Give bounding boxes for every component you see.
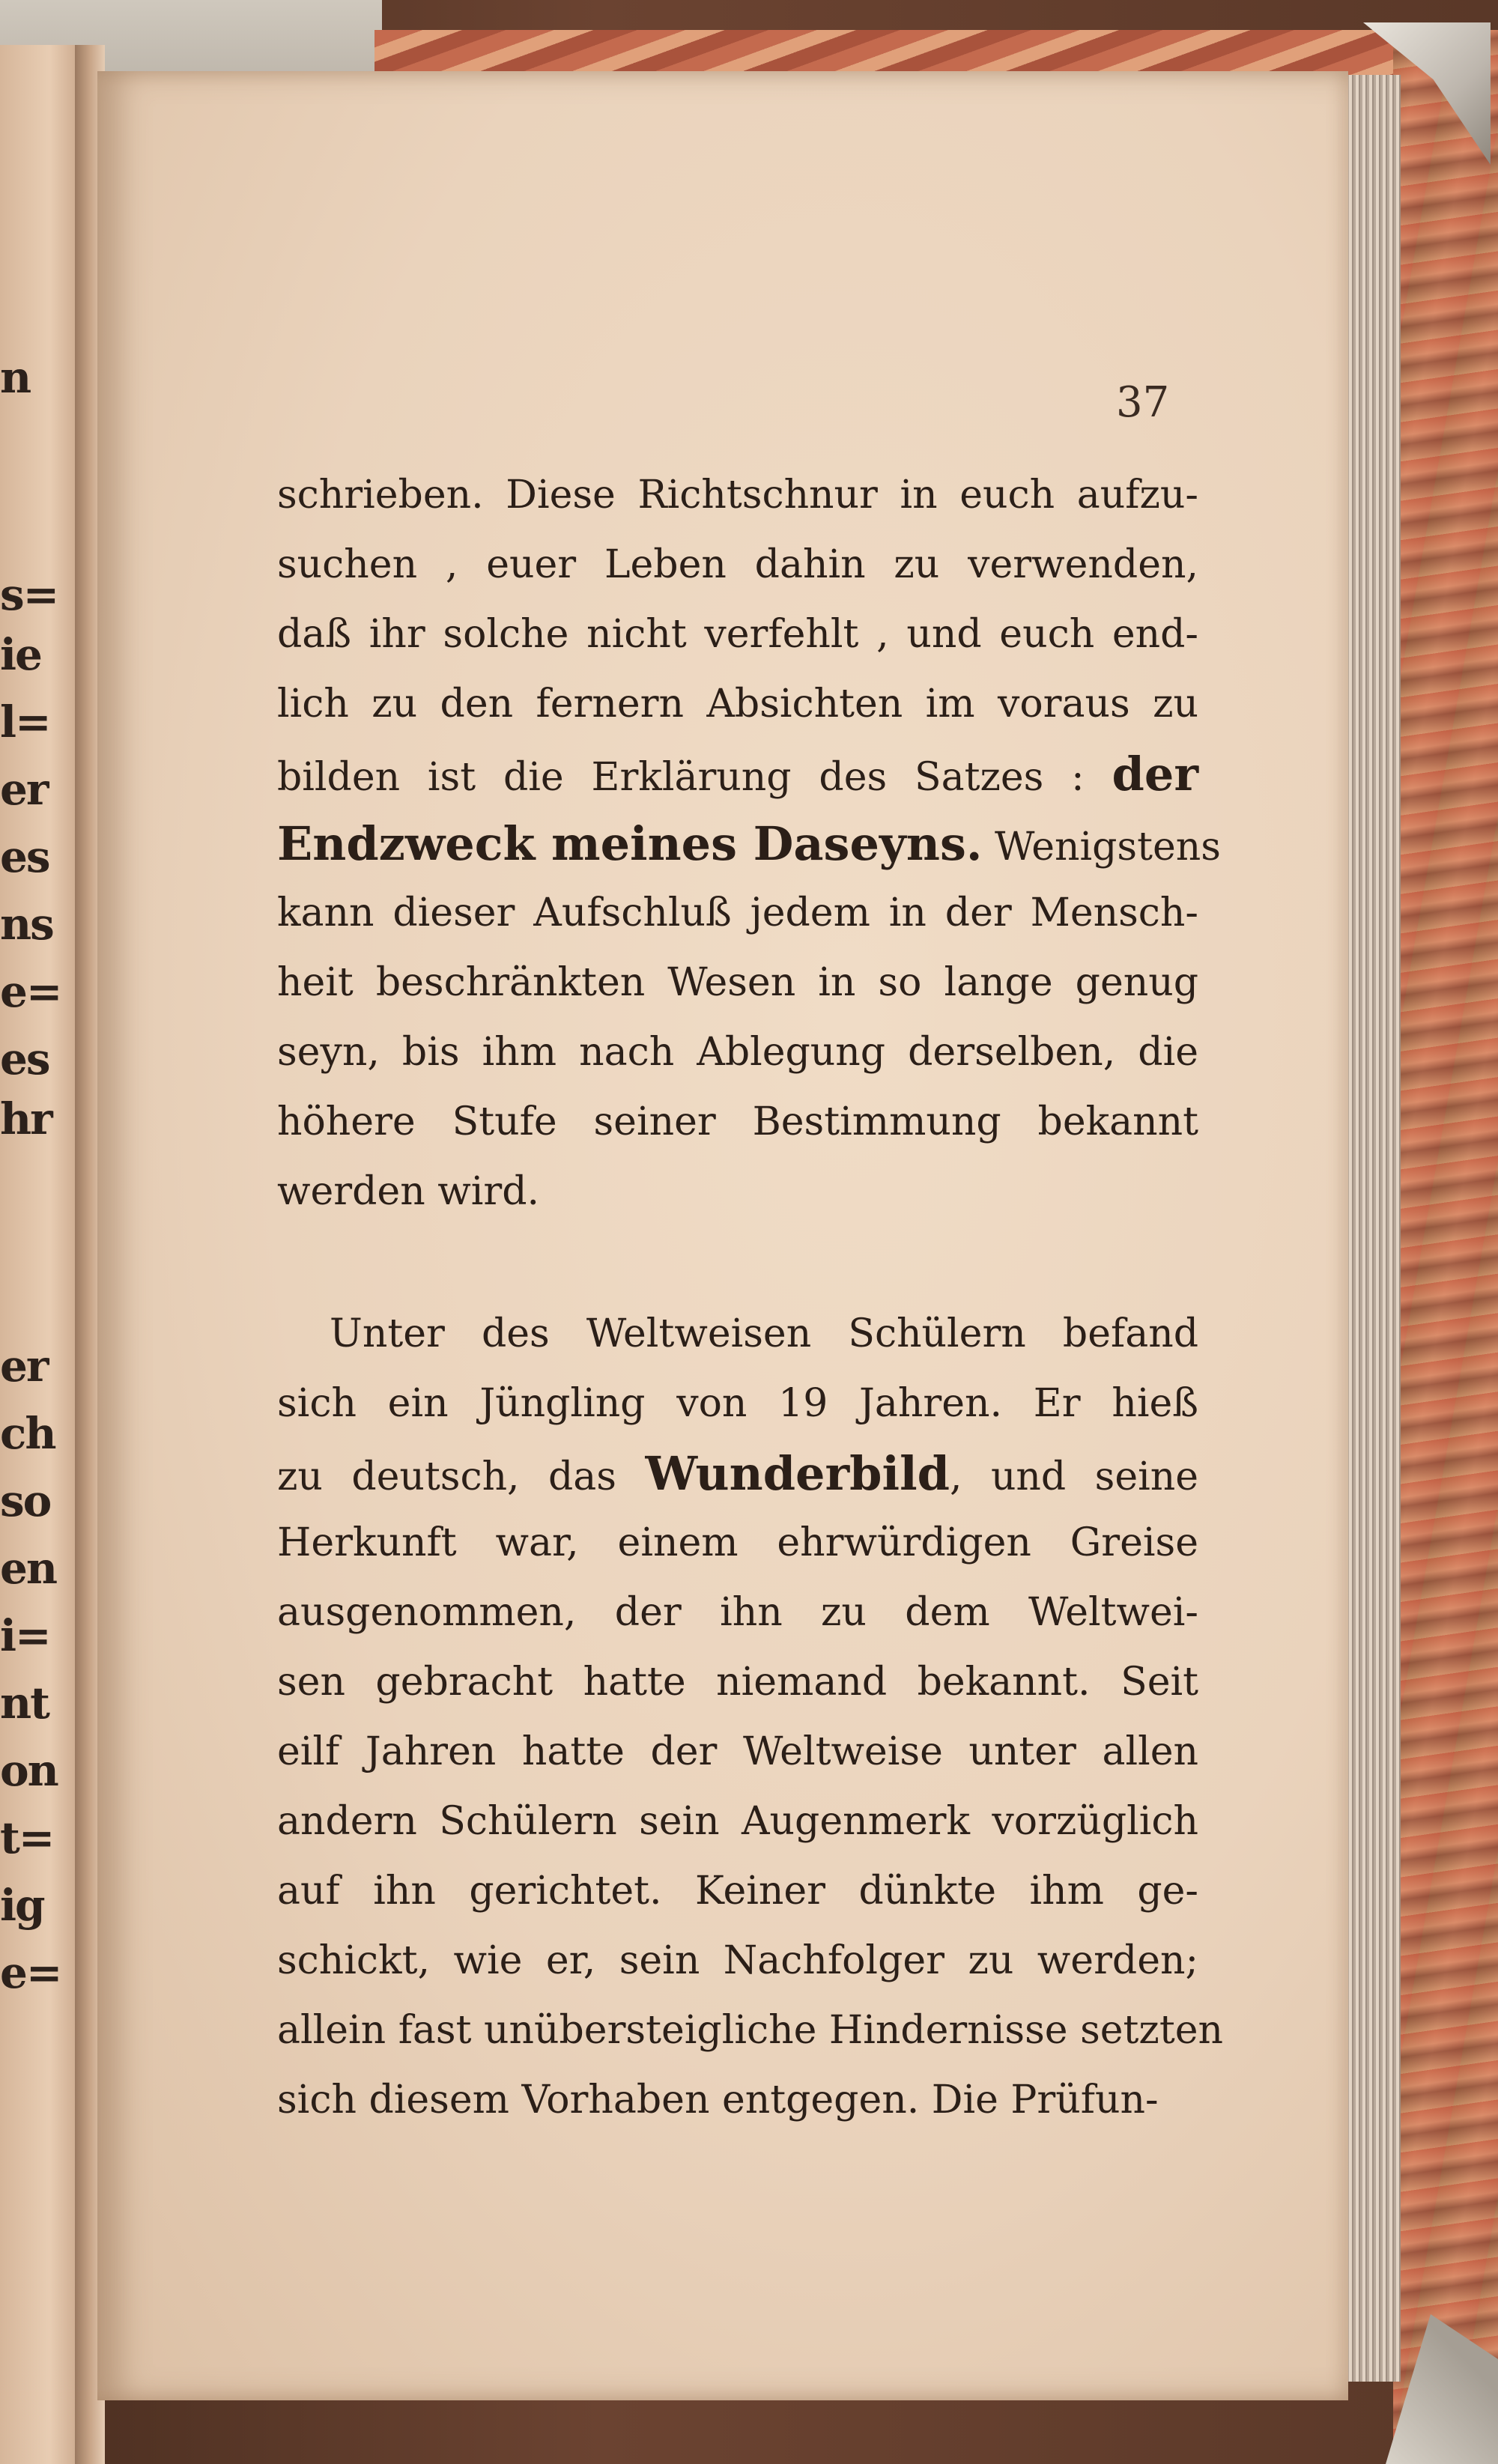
line-text: Unter des Weltweisen Schülern befand <box>330 1311 1198 1356</box>
line-text: werden wird. <box>277 1169 540 1214</box>
text-line <box>277 1926 1198 1996</box>
marbled-cover-edge <box>1393 30 1498 2464</box>
line-text: allein fast unübersteigliche Hindernisse setzten <box>277 2008 1223 2053</box>
previous-page-fragment: i= <box>0 1610 50 1661</box>
previous-page-fragment: t= <box>0 1812 54 1863</box>
previous-page-edge <box>0 45 82 2464</box>
text-line <box>277 1857 1198 1926</box>
previous-page-fragment: ie <box>0 629 41 680</box>
text-line <box>277 1578 1198 1648</box>
text-line <box>277 1508 1198 1578</box>
text-line <box>277 1157 1198 1227</box>
text-line <box>277 1087 1198 1157</box>
previous-page-fragment: er <box>0 1341 48 1392</box>
text-line <box>277 1018 1198 1087</box>
text-line <box>277 1717 1198 1787</box>
line-text: zu deutsch, das <box>277 1454 646 1499</box>
text-line <box>277 879 1198 948</box>
line-text: , und seine <box>949 1454 1198 1499</box>
line-text: heit beschränkten Wesen in so lange genug <box>277 960 1198 1005</box>
line-text: andern Schülern sein Augenmerk vorzüglich <box>277 1799 1198 1844</box>
previous-page-fragment: e= <box>0 966 61 1017</box>
previous-page-fragment: ns <box>0 899 53 950</box>
line-text: sen gebracht hatte niemand bekannt. Seit <box>277 1660 1198 1705</box>
text-line <box>277 739 1198 809</box>
previous-page-fragment: es <box>0 1034 49 1084</box>
paragraph-1 <box>277 461 1221 1227</box>
paragraph-2 <box>277 1299 1223 2135</box>
previous-page-fragment: so <box>0 1475 51 1526</box>
line-text: schrieben. Diese Richtschnur in euch aufzu- <box>277 473 1198 518</box>
line-text: daß ihr solche nicht verfehlt , und euch end- <box>277 612 1198 657</box>
line-text: lich zu den fernern Absichten im voraus zu <box>277 682 1198 726</box>
previous-page-fragment: ch <box>0 1408 55 1459</box>
text-line <box>277 1369 1198 1439</box>
line-text: Wenigstens <box>982 825 1221 870</box>
text-line <box>277 461 1198 530</box>
line-text: ausgenommen, der ihn zu dem Weltwei- <box>277 1590 1198 1635</box>
previous-page-fragment: er <box>0 764 48 815</box>
text-line <box>277 1787 1198 1857</box>
line-text: höhere Stufe seiner Bestimmung bekannt <box>277 1099 1198 1144</box>
previous-page-fragment: on <box>0 1745 58 1796</box>
text-line <box>277 670 1198 739</box>
line-text: sich diesem Vorhaben entgegen. Die Prüfun- <box>277 2078 1159 2122</box>
previous-page-fragment: n <box>0 352 31 403</box>
line-text: seyn, bis ihm nach Ablegung derselben, die <box>277 1030 1198 1075</box>
book-page <box>97 71 1348 2400</box>
line-text: kann dieser Aufschluß jedem in der Mensch- <box>277 890 1198 935</box>
line-text: bilden ist die Erklärung des Satzes : <box>277 755 1112 800</box>
text-line <box>277 2066 1198 2135</box>
marbled-cover-top <box>374 30 1438 75</box>
text-line <box>277 1996 1223 2066</box>
text-line <box>277 530 1198 600</box>
text-line <box>277 1439 1198 1508</box>
line-text: eilf Jahren hatte der Weltweise unter allen <box>277 1729 1198 1774</box>
line-text: Herkunft war, einem ehrwürdigen Greise <box>277 1520 1198 1565</box>
line-text: schickt, wie er, sein Nachfolger zu werden; <box>277 1938 1198 1983</box>
previous-page-fragment: e= <box>0 1947 61 1998</box>
previous-page-fragment: hr <box>0 1093 52 1144</box>
page-number: 37 <box>1116 378 1170 427</box>
line-text: auf ihn gerichtet. Keiner dünkte ihm ge- <box>277 1869 1198 1914</box>
text-line <box>277 600 1198 670</box>
text-line <box>277 1299 1198 1369</box>
previous-page-fragment: l= <box>0 697 50 747</box>
text-line <box>277 809 1221 879</box>
previous-page-fragment: en <box>0 1543 57 1594</box>
previous-page-fragment: nt <box>0 1678 49 1729</box>
emphasized-text: Wunderbild <box>645 1446 950 1501</box>
emphasized-text: Endzweck meines Daseyns. <box>277 816 983 871</box>
previous-page-fragment: ig <box>0 1880 44 1931</box>
line-text: suchen , euer Leben dahin zu verwenden, <box>277 542 1198 587</box>
line-text: sich ein Jüngling von 19 Jahren. Er hieß <box>277 1381 1198 1426</box>
text-line <box>277 948 1198 1018</box>
text-line <box>277 1648 1198 1717</box>
previous-page-fragment: s= <box>0 569 58 620</box>
previous-page-fragment: es <box>0 831 49 882</box>
emphasized-text: der <box>1112 747 1198 801</box>
